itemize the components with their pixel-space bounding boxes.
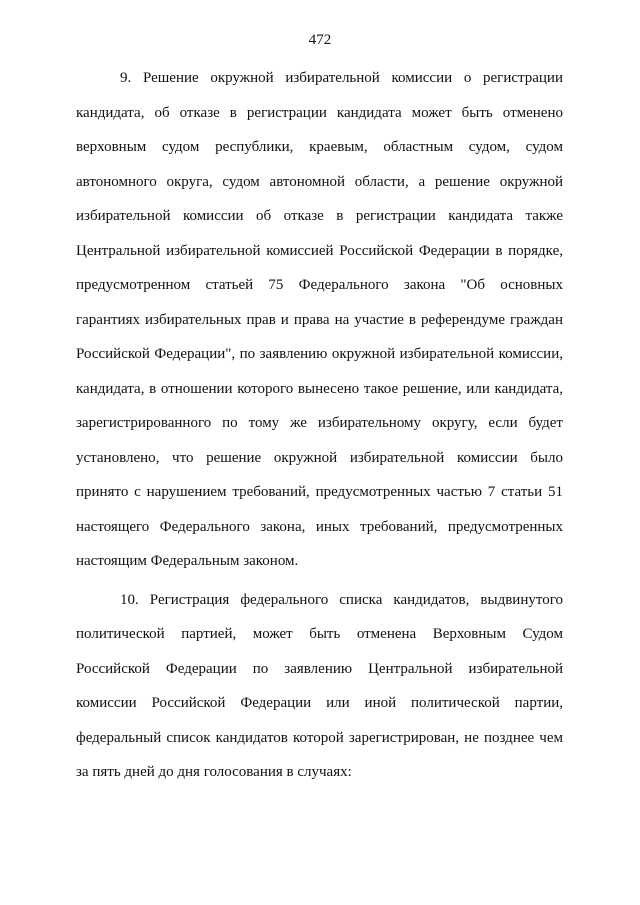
paragraph-10-line: комиссии Российской Федерации или иной политической партии,: [76, 695, 563, 711]
paragraph-9-line: установлено, что решение окружной избирательной комиссии было: [76, 450, 563, 466]
paragraph-10-line: Российской Федерации по заявлению Центральной избирательной: [76, 661, 563, 677]
paragraph-9-line: 9. Решение окружной избирательной комиссии о регистрации: [120, 70, 563, 86]
paragraph-9-line: настоящим Федеральным законом.: [76, 553, 299, 569]
paragraph-9-line: верховным судом республики, краевым, областным судом, судом: [76, 139, 563, 155]
paragraph-9-line: Российской Федерации", по заявлению окружной избирательной комиссии,: [76, 346, 563, 362]
paragraph-9-line: настоящего Федерального закона, иных требований, предусмотренных: [76, 519, 563, 535]
paragraph-9-line: гарантиях избирательных прав и права на участие в референдуме граждан: [76, 312, 563, 328]
paragraph-9-line: Центральной избирательной комиссией Российской Федерации в порядке,: [76, 243, 563, 259]
paragraph-10-line: за пять дней до дня голосования в случаях:: [76, 764, 352, 780]
paragraph-9-line: принято с нарушением требований, предусмотренных частью 7 статьи 51: [76, 484, 563, 500]
paragraph-9-line: автономного округа, судом автономной области, а решение окружной: [76, 174, 563, 190]
paragraph-10-line: федеральный список кандидатов которой зарегистрирован, не позднее чем: [76, 730, 563, 746]
paragraph-9-line: зарегистрированного по тому же избирательному округу, если будет: [76, 415, 563, 431]
paragraph-10-line: политической партией, может быть отменена Верховным Судом: [76, 626, 563, 642]
paragraph-10-line: 10. Регистрация федерального списка кандидатов, выдвинутого: [120, 592, 563, 608]
paragraph-9-line: предусмотренном статьей 75 Федерального закона "Об основных: [76, 277, 563, 293]
paragraph-9-line: кандидата, в отношении которого вынесено такое решение, или кандидата,: [76, 381, 563, 397]
paragraph-9-line: избирательной комиссии об отказе в регистрации кандидата также: [76, 208, 563, 224]
page-number: 472: [308, 32, 332, 48]
paragraph-9-line: кандидата, об отказе в регистрации кандидата может быть отменено: [76, 105, 563, 121]
